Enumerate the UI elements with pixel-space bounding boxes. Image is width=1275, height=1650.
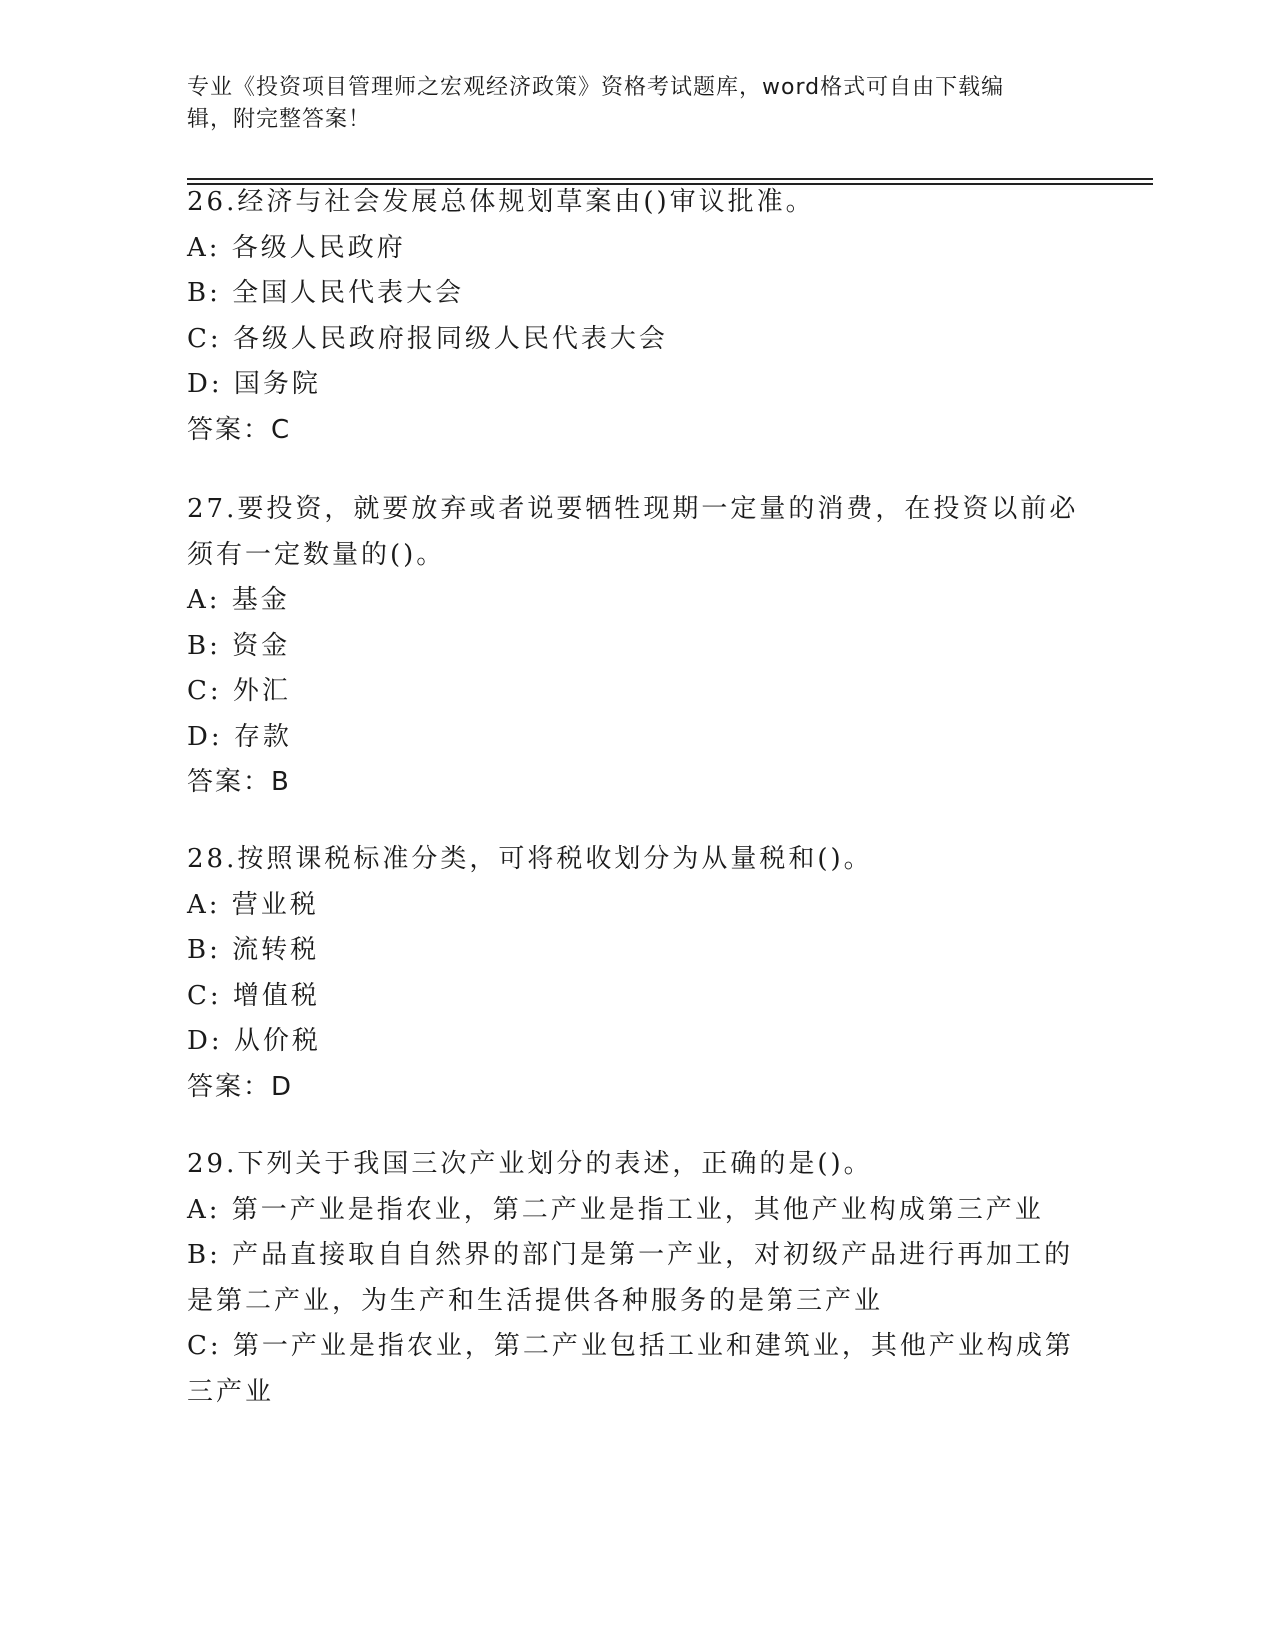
option-d: D: 存款	[187, 721, 292, 752]
option-c: C: 第一产业是指农业，第二产业包括工业和建筑业，其他产业构成第	[187, 1331, 1074, 1361]
question-stem: 29.下列关于我国三次产业划分的表述，正确的是()。	[187, 1149, 873, 1179]
option-a: A: 营业税	[187, 889, 319, 920]
question-28	[187, 837, 1087, 1110]
answer: 答案：D	[187, 1071, 294, 1102]
option-c: C: 外汇	[187, 676, 291, 706]
question-stem: 26.经济与社会发展总体规划草案由()审议批准。	[187, 187, 815, 217]
option-b: B: 流转税	[187, 935, 320, 965]
option-a: A: 各级人民政府	[187, 232, 406, 263]
header-line-2: 辑，附完整答案！	[187, 107, 372, 132]
option-c: C: 各级人民政府报同级人民代表大会	[187, 323, 668, 354]
option-c: C: 增值税	[187, 980, 320, 1011]
question-stem: 27.要投资，就要放弃或者说要牺牲现期一定量的消费，在投资以前必	[187, 494, 1079, 524]
option-d: D: 国务院	[187, 369, 321, 399]
option-b: B: 产品直接取自自然界的部门是第一产业，对初级产品进行再加工的	[187, 1240, 1074, 1270]
question-26	[187, 180, 1087, 453]
option-c-continued: 三产业	[187, 1376, 275, 1407]
option-b-continued: 是第二产业，为生产和生活提供各种服务的是第三产业	[187, 1285, 884, 1316]
option-b: B: 全国人民代表大会	[187, 278, 465, 308]
question-stem-continued: 须有一定数量的()。	[187, 539, 446, 570]
answer: 答案：B	[187, 767, 291, 797]
header-line-1: 专业《投资项目管理师之宏观经济政策》资格考试题库，word格式可自由下载编	[187, 75, 1005, 100]
option-d: D: 从价税	[187, 1026, 321, 1056]
question-29	[187, 1142, 1087, 1415]
option-a: A: 基金	[187, 585, 290, 615]
option-b: B: 资金	[187, 630, 291, 661]
option-a: A: 第一产业是指农业，第二产业是指工业，其他产业构成第三产业	[187, 1194, 1044, 1225]
document-header	[187, 72, 1067, 136]
question-27	[187, 487, 1087, 806]
answer: 答案：C	[187, 414, 292, 445]
question-stem: 28.按照课税标准分类，可将税收划分为从量税和()。	[187, 844, 873, 874]
